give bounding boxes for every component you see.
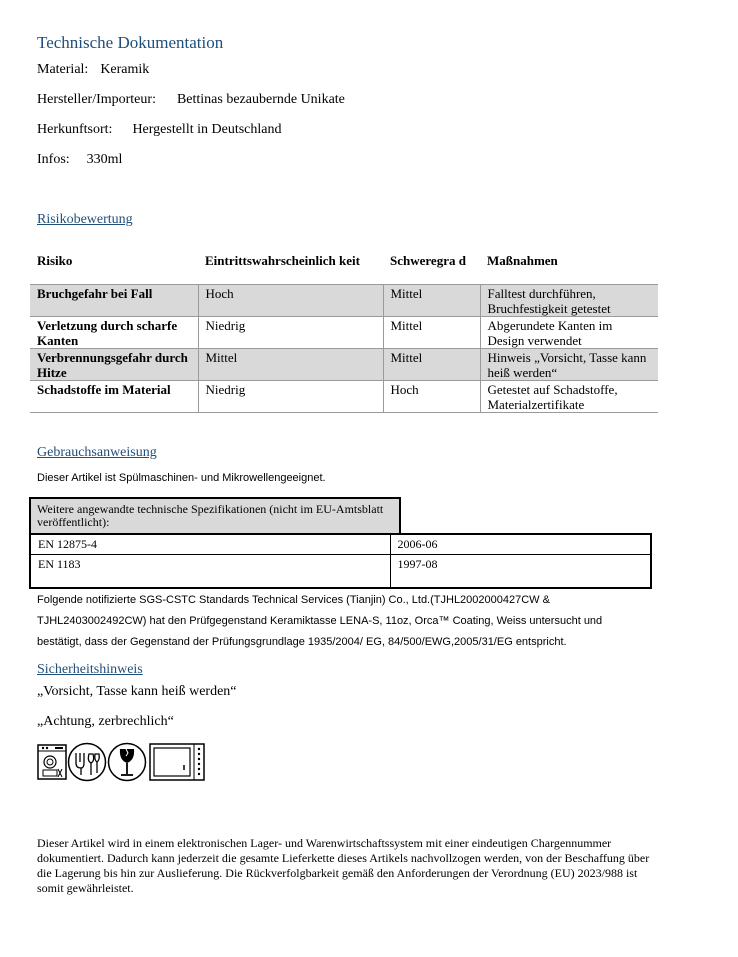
infos-value: 330ml (86, 152, 123, 167)
food-safe-icon (67, 742, 107, 787)
origin-line (37, 122, 281, 138)
manufacturer-label: Hersteller/Importeur: (37, 92, 156, 107)
certification-notice: Folgende notifizierte SGS-CSTC Standards Technical Services (Tianjin) Co., Ltd.(TJHL2002000427CW & TJHL2403002492CW) hat den Prüfgegenstand Keramiktasse LENA-S, 11oz, Orca™ Coating, Weiss untersucht und bestätigt, dass der Gegenstand der Prüfungsgrundlage 1935/2004/ EG, 84/500/EWG,2005/31/EG entspricht. (37, 594, 603, 648)
probability-cell: Niedrig (198, 316, 383, 348)
warning-fragile: „Achtung, zerbrechlich“ (37, 714, 174, 729)
material-label: Material: (37, 62, 89, 77)
probability-cell: Mittel (198, 348, 383, 380)
severity-cell: Hoch (383, 380, 480, 412)
severity-cell: Mittel (383, 284, 480, 316)
origin-label: Herkunftsort: (37, 122, 113, 137)
microwave-safe-icon (149, 743, 205, 786)
risk-assessment-heading[interactable]: Risikobewertung (37, 212, 133, 227)
risk-cell: Schadstoffe im Material (30, 380, 198, 412)
table-row (30, 534, 651, 555)
table-row (30, 284, 658, 316)
manufacturer-line (37, 92, 345, 108)
origin-value: Hergestellt in Deutschland (132, 122, 282, 137)
measures-cell: Hinweis „Vorsicht, Tasse kann heiß werden“ (480, 348, 658, 380)
date-cell: 1997-08 (390, 555, 651, 588)
safety-icons (37, 744, 205, 784)
column-header-probability: Eintrittswahrscheinlich keit (205, 253, 360, 268)
risk-table (30, 251, 658, 413)
measures-cell: Falltest durchführen, Bruchfestigkeit getestet (480, 284, 658, 316)
table-row (30, 316, 658, 348)
date-cell: 2006-06 (390, 534, 651, 555)
column-header-severity: Schweregra d (390, 253, 466, 268)
safety-notice-heading[interactable]: Sicherheitshinweis (37, 662, 143, 677)
fragile-glass-icon (107, 742, 147, 787)
material-value: Keramik (100, 62, 150, 77)
risk-cell: Verletzung durch scharfe Kanten (30, 316, 198, 348)
usage-instructions-heading[interactable]: Gebrauchsanweisung (37, 445, 157, 460)
measures-cell: Getestet auf Schadstoffe, Materialzertifikate (480, 380, 658, 412)
standard-cell: EN 1183 (30, 555, 390, 588)
specs-table (29, 533, 652, 589)
material-line (37, 62, 149, 78)
severity-cell: Mittel (383, 316, 480, 348)
risk-cell: Bruchgefahr bei Fall (30, 284, 198, 316)
warning-hot: „Vorsicht, Tasse kann heiß werden“ (37, 684, 237, 699)
risk-cell: Verbrennungsgefahr durch Hitze (30, 348, 198, 380)
table-row (30, 555, 651, 588)
risk-table-header (30, 251, 658, 284)
probability-cell: Niedrig (198, 380, 383, 412)
infos-label: Infos: (37, 152, 70, 167)
table-row (30, 380, 658, 412)
probability-cell: Hoch (198, 284, 383, 316)
measures-cell: Abgerundete Kanten im Design verwendet (480, 316, 658, 348)
document-title: Technische Dokumentation (37, 33, 224, 52)
specs-header: Weitere angewandte technische Spezifikationen (nicht im EU-Amtsblatt veröffentlicht): (29, 497, 401, 533)
table-row (30, 348, 658, 380)
infos-line (37, 152, 122, 168)
usage-text: Dieser Artikel ist Spülmaschinen- und Mikrowellengeeignet. (37, 472, 326, 484)
manufacturer-value: Bettinas bezaubernde Unikate (176, 92, 345, 107)
severity-cell: Mittel (383, 348, 480, 380)
column-header-risk: Risiko (37, 253, 73, 268)
dishwasher-safe-icon (37, 742, 67, 787)
column-header-measures: Maßnahmen (487, 253, 558, 268)
standard-cell: EN 12875-4 (30, 534, 390, 555)
traceability-paragraph: Dieser Artikel wird in einem elektronischen Lager- und Warenwirtschaftssystem mit einer eindeutigen Chargennummer dokumentiert. Dadurch kann jederzeit die gesamte Lieferkette dieses Artikels nachvollzogen werden, von der Beschaffung über die Lagerung bis hin zur Auslieferung. Die Rückverfolgbarkeit gemäß den Anforderungen der Verordnung (EU) 2023/988 ist somit gewährleistet. (37, 836, 650, 895)
